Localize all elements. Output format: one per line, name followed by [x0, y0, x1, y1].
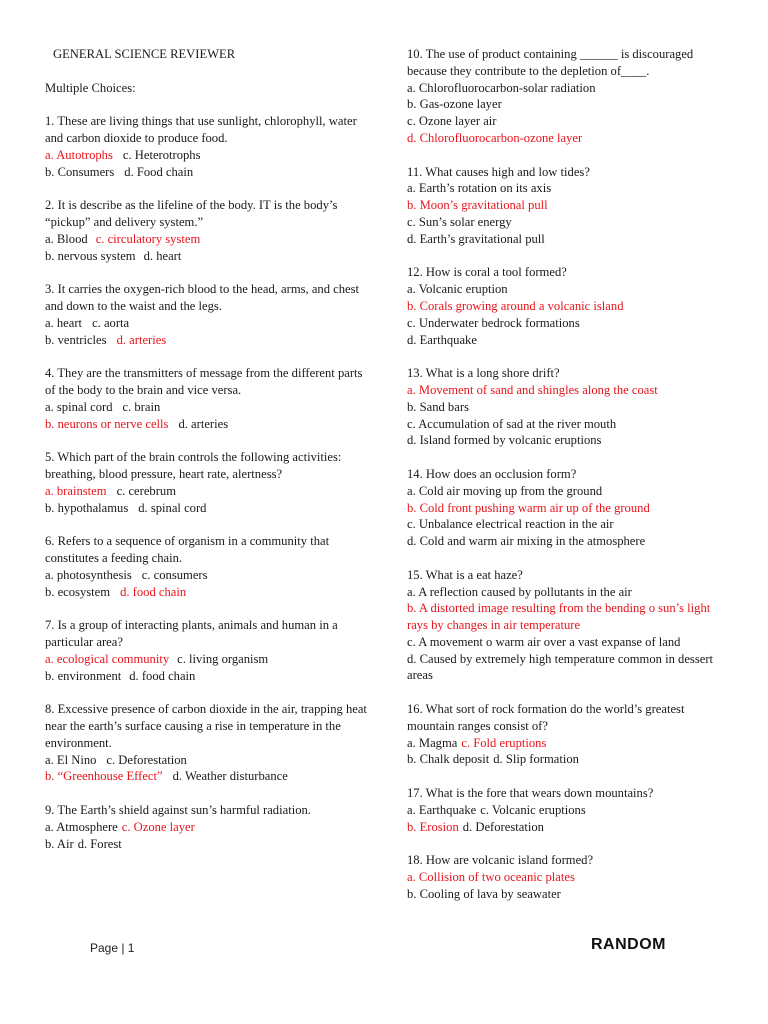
choice-option: c. Accumulation of sad at the river mouth [407, 416, 617, 431]
question-text: 3. It carries the oxygen-rich blood to the head, arms, and chest and down to the waist and the legs. [45, 282, 360, 314]
choice-option: a. spinal cord [45, 399, 113, 414]
choice-option: a. Magma [407, 735, 458, 750]
choice-row [407, 80, 732, 97]
question-text: 13. What is a long shore drift? [407, 366, 560, 381]
right-column [407, 46, 732, 903]
choice-row [45, 483, 370, 500]
choice-row [45, 584, 370, 601]
question-item [407, 567, 732, 685]
choice-row [407, 281, 732, 298]
choice-option: c. Heterotrophs [122, 147, 201, 162]
choice-option: c. aorta [92, 315, 130, 330]
choice-option: c. Unbalance electrical reaction in the air [407, 517, 614, 532]
choice-row [407, 382, 732, 399]
choice-option-correct: d. arteries [116, 332, 167, 347]
choice-option: c. cerebrum [116, 483, 176, 498]
question-item [45, 281, 370, 348]
choice-option: a. Volcanic eruption [407, 282, 508, 297]
choice-option: d. Island formed by volcanic eruptions [407, 433, 602, 448]
choice-option: b. Consumers [45, 164, 115, 179]
choice-option-correct: b. neurons or nerve cells [45, 416, 169, 431]
choice-option: a. photosynthesis [45, 567, 132, 582]
choice-option-correct: b. Erosion [407, 819, 459, 834]
choice-option: d. Forest [77, 836, 122, 851]
choice-row [45, 399, 370, 416]
choice-option-correct: b. Moon’s gravitational pull [407, 198, 548, 213]
choice-option: d. Deforestation [462, 819, 544, 834]
choice-option: c. Underwater bedrock formations [407, 315, 580, 330]
choice-option-correct: a. Collision of two oceanic plates [407, 870, 575, 885]
choice-row [407, 600, 732, 634]
choice-option: d. Cold and warm air mixing in the atmosphere [407, 534, 646, 549]
question-item [407, 264, 732, 348]
choice-option: d. Food chain [124, 164, 194, 179]
question-item [407, 164, 732, 248]
choice-option: c. consumers [141, 567, 208, 582]
choice-option: d. Earthquake [407, 332, 477, 347]
choice-row [407, 96, 732, 113]
question-text: 2. It is describe as the lifeline of the body. IT is the body’s “pickup” and delivery system.” [45, 198, 338, 230]
choice-option: c. Deforestation [106, 752, 187, 767]
choice-row [45, 500, 370, 517]
question-item [45, 617, 370, 684]
choice-row [407, 214, 732, 231]
choice-row [407, 500, 732, 517]
question-item [407, 365, 732, 449]
choice-option: b. ventricles [45, 332, 107, 347]
choice-option: a. A reflection caused by pollutants in the air [407, 584, 632, 599]
choice-row [407, 315, 732, 332]
question-item [45, 802, 370, 852]
choice-option: b. Cooling of lava by seawater [407, 886, 561, 901]
question-text: 4. They are the transmitters of message from the different parts of the body to the brain and vice versa. [45, 366, 363, 398]
choice-row [45, 819, 370, 836]
choice-row [45, 752, 370, 769]
choice-option: d. Earth’s gravitational pull [407, 231, 545, 246]
left-column [45, 46, 370, 852]
choice-option: b. nervous system [45, 248, 136, 263]
choice-row [407, 516, 732, 533]
question-list-left [45, 113, 370, 852]
question-text: 11. What causes high and low tides? [407, 164, 590, 179]
choice-option-correct: b. “Greenhouse Effect” [45, 769, 163, 784]
choice-option-correct: a. Movement of sand and shingles along the coast [407, 382, 658, 397]
choice-option: d. Weather disturbance [172, 769, 288, 784]
choice-option-correct: b. Corals growing around a volcanic island [407, 298, 624, 313]
choice-option: d. Caused by extremely high temperature common in dessert areas [407, 651, 714, 683]
question-item [45, 701, 370, 785]
choice-row [407, 298, 732, 315]
choice-option: c. Ozone layer air [407, 114, 497, 129]
choice-option: a. heart [45, 315, 83, 330]
choice-row [407, 634, 732, 651]
choice-option: a. El Nino [45, 752, 97, 767]
choice-option: b. Sand bars [407, 399, 469, 414]
choice-option: b. ecosystem [45, 584, 111, 599]
choice-row [407, 432, 732, 449]
choice-row [407, 130, 732, 147]
question-item [407, 852, 732, 902]
choice-option-correct: b. A distorted image resulting from the bending o sun’s light rays by changes in air temperature [407, 601, 711, 633]
section-heading: Multiple Choices: [45, 80, 136, 95]
question-item [45, 533, 370, 600]
choice-option: a. Chlorofluorocarbon-solar radiation [407, 80, 596, 95]
choice-row [407, 651, 732, 685]
choice-row [407, 802, 732, 819]
choice-option: b. Gas-ozone layer [407, 97, 502, 112]
choice-option: b. hypothalamus [45, 500, 129, 515]
choice-option: c. living organism [177, 651, 269, 666]
choice-option: b. environment [45, 668, 122, 683]
question-text: 6. Refers to a sequence of organism in a community that constitutes a feeding chain. [45, 534, 330, 566]
choice-row [407, 332, 732, 349]
choice-option: d. heart [143, 248, 182, 263]
choice-option: a. Cold air moving up from the ground [407, 483, 603, 498]
choice-row [45, 416, 370, 433]
question-item [45, 365, 370, 432]
choice-option-correct: b. Cold front pushing warm air up of the ground [407, 500, 650, 515]
question-text: 15. What is a eat haze? [407, 567, 523, 582]
choice-option-correct: d. Chlorofluorocarbon-ozone layer [407, 130, 583, 145]
question-item [45, 449, 370, 516]
question-text: 14. How does an occlusion form? [407, 466, 577, 481]
choice-row [45, 836, 370, 853]
choice-option: c. Volcanic eruptions [480, 802, 586, 817]
choice-row [45, 768, 370, 785]
choice-row [45, 147, 370, 164]
choice-option: b. Air [45, 836, 74, 851]
question-item [45, 113, 370, 180]
question-text: 12. How is coral a tool formed? [407, 265, 567, 280]
choice-option: b. Chalk deposit [407, 752, 490, 767]
choice-option-correct: a. ecological community [45, 651, 170, 666]
choice-option: c. A movement o warm air over a vast expanse of land [407, 634, 681, 649]
question-text: 8. Excessive presence of carbon dioxide in the air, trapping heat near the earth’s surface causing a rise in temperature in the environment. [45, 702, 367, 750]
question-text: 18. How are volcanic island formed? [407, 853, 594, 868]
question-text: 10. The use of product containing ______ is discouraged because they contribute to the depletion of____. [407, 47, 694, 78]
choice-row [45, 651, 370, 668]
choice-option-correct: d. food chain [120, 584, 187, 599]
choice-row [45, 231, 370, 248]
choice-option: a. Earth’s rotation on its axis [407, 181, 552, 196]
choice-row [407, 735, 732, 752]
choice-row [45, 567, 370, 584]
choice-option-correct: c. Fold eruptions [461, 735, 547, 750]
choice-option-correct: c. Ozone layer [121, 819, 195, 834]
question-text: 17. What is the fore that wears down mountains? [407, 786, 654, 801]
question-item [407, 785, 732, 835]
question-item [407, 46, 732, 147]
question-text: 1. These are living things that use sunlight, chlorophyll, water and carbon dioxide to produce food. [45, 114, 357, 146]
choice-row [407, 483, 732, 500]
choice-row [407, 416, 732, 433]
choice-row [407, 180, 732, 197]
choice-row [407, 819, 732, 836]
choice-row [45, 164, 370, 181]
choice-row [407, 869, 732, 886]
choice-row [407, 533, 732, 550]
question-item [407, 466, 732, 550]
page-number: Page | 1 [90, 941, 135, 955]
question-item [45, 197, 370, 264]
choice-row [407, 584, 732, 601]
choice-option: d. food chain [129, 668, 196, 683]
choice-row [407, 231, 732, 248]
choice-option: d. arteries [178, 416, 229, 431]
question-text: 7. Is a group of interacting plants, animals and human in a particular area? [45, 618, 338, 650]
question-text: 9. The Earth’s shield against sun’s harmful radiation. [45, 803, 311, 818]
choice-option-correct: a. Autotrophs [45, 147, 113, 162]
choice-row [407, 197, 732, 214]
question-item [407, 701, 732, 768]
choice-option: a. Atmosphere [45, 819, 118, 834]
choice-option: d. spinal cord [138, 500, 207, 515]
choice-option: a. Blood [45, 231, 88, 246]
choice-row [45, 315, 370, 332]
choice-option: d. Slip formation [493, 752, 579, 767]
choice-option-correct: c. circulatory system [95, 231, 201, 246]
choice-row [45, 668, 370, 685]
choice-row [407, 399, 732, 416]
footer-label: RANDOM [591, 936, 666, 953]
choice-option-correct: a. brainstem [45, 483, 107, 498]
question-text: 5. Which part of the brain controls the following activities: breathing, blood pressure, heart rate, alertness? [45, 450, 342, 482]
choice-row [407, 113, 732, 130]
question-list-right [407, 46, 732, 903]
choice-row [407, 751, 732, 768]
choice-row [407, 886, 732, 903]
choice-option: a. Earthquake [407, 802, 477, 817]
choice-option: c. brain [122, 399, 161, 414]
choice-option: c. Sun’s solar energy [407, 214, 512, 229]
choice-row [45, 332, 370, 349]
document-title: GENERAL SCIENCE REVIEWER [53, 47, 236, 61]
question-text: 16. What sort of rock formation do the world’s greatest mountain ranges consist of? [407, 702, 685, 733]
choice-row [45, 248, 370, 265]
